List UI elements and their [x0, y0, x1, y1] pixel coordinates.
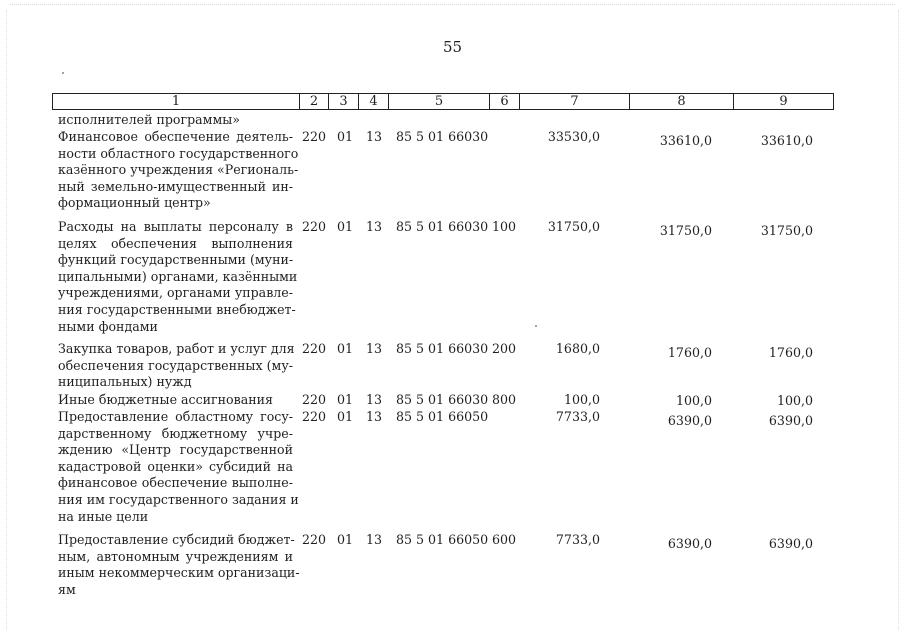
cell-col-5: 85 5 01 66050 — [396, 532, 489, 547]
row-description-line: целях обеспечения выполнения — [58, 235, 293, 251]
row-description-line: ния им государственного задания и — [58, 491, 299, 507]
cell-col-7: 7733,0 — [555, 409, 600, 424]
cell-col-3: 01 — [337, 341, 354, 356]
cell-col-6: 600 — [492, 532, 517, 547]
cell-col-5: 85 5 01 66030 — [396, 129, 489, 144]
cell-col-2: 220 — [302, 219, 327, 234]
scan-speck — [535, 325, 537, 327]
cell-col-2: 220 — [302, 409, 327, 424]
scan-speck — [62, 72, 64, 74]
cell-col-3: 01 — [337, 532, 354, 547]
cell-col-6: 200 — [492, 341, 517, 356]
cell-col-4: 13 — [366, 219, 383, 234]
row-description-line: формационный центр» — [58, 195, 211, 211]
header-col-4: 4 — [359, 94, 389, 109]
cell-col-7: 7733,0 — [555, 532, 600, 547]
cell-col-8: 6390,0 — [667, 413, 712, 428]
cell-col-9: 6390,0 — [768, 536, 813, 551]
row-description-line: учреждениями, органами управле- — [58, 285, 293, 301]
row-description-line: ния государственными внебюджет- — [58, 301, 296, 317]
header-col-2: 2 — [300, 94, 329, 109]
scan-edge-left — [6, 10, 7, 630]
cell-col-2: 220 — [302, 341, 327, 356]
row-description — [58, 532, 300, 598]
header-col-7: 7 — [520, 94, 630, 109]
row-description — [58, 341, 293, 391]
row-description-line: ными фондами — [58, 318, 158, 334]
cell-col-7: 100,0 — [563, 392, 600, 407]
cell-col-4: 13 — [366, 409, 383, 424]
cell-col-5: 85 5 01 66050 — [396, 409, 489, 424]
cell-col-8: 6390,0 — [667, 536, 712, 551]
row-description — [58, 129, 299, 212]
row-description-line: кадастровой оценки» субсидий на — [58, 458, 293, 474]
cell-col-9: 1760,0 — [768, 345, 813, 360]
row-description-line: дарственному бюджетному учре- — [58, 425, 293, 441]
cell-col-9: 33610,0 — [760, 133, 813, 148]
cell-col-8: 100,0 — [675, 393, 712, 408]
header-col-5: 5 — [389, 94, 490, 109]
cell-col-2: 220 — [302, 392, 327, 407]
cell-col-4: 13 — [366, 341, 383, 356]
row-description-line: Предоставление субсидий бюджет- — [58, 532, 295, 547]
cell-col-8: 33610,0 — [659, 133, 712, 148]
cell-col-9: 100,0 — [776, 393, 813, 408]
cell-col-3: 01 — [337, 129, 354, 144]
cell-col-4: 13 — [366, 532, 383, 547]
page-number: 55 — [442, 38, 463, 56]
cell-col-8: 31750,0 — [659, 223, 712, 238]
continuation-line: исполнителей программы» — [58, 112, 241, 127]
cell-col-9: 6390,0 — [768, 413, 813, 428]
header-col-6: 6 — [490, 94, 520, 109]
cell-col-7: 33530,0 — [547, 129, 600, 144]
row-description-line: ям — [58, 581, 76, 597]
row-description-line: Финансовое обеспечение деятель- — [58, 129, 293, 144]
row-description — [58, 219, 298, 335]
row-description-line: Предоставление областному госу- — [58, 409, 293, 424]
row-description-line: на иные цели — [58, 508, 149, 524]
row-description — [58, 392, 293, 409]
cell-col-3: 01 — [337, 219, 354, 234]
row-description-line: ждению «Центр государственной — [58, 442, 293, 458]
row-description-line: функций государственными (муни- — [58, 252, 294, 268]
cell-col-5: 85 5 01 66030 — [396, 341, 489, 356]
row-description-line: ниципальных) нужд — [58, 374, 192, 390]
cell-col-7: 1680,0 — [555, 341, 600, 356]
cell-col-2: 220 — [302, 532, 327, 547]
table-header-row — [52, 93, 834, 110]
cell-col-3: 01 — [337, 409, 354, 424]
cell-col-6: 800 — [492, 392, 517, 407]
cell-col-9: 31750,0 — [760, 223, 813, 238]
row-description-line: ный земельно-имущественный ин- — [58, 178, 293, 194]
row-description-line: Иные бюджетные ассигнования — [58, 392, 273, 407]
row-description-line: ципальными) органами, казёнными — [58, 268, 298, 284]
cell-col-3: 01 — [337, 392, 354, 407]
row-description-line: иным некоммерческим организаци- — [58, 565, 300, 581]
scan-edge-right — [898, 10, 899, 630]
continuation-text — [58, 112, 293, 129]
cell-col-4: 13 — [366, 392, 383, 407]
header-col-1: 1 — [53, 94, 300, 109]
cell-col-8: 1760,0 — [667, 345, 712, 360]
cell-col-2: 220 — [302, 129, 327, 144]
cell-col-7: 31750,0 — [547, 219, 600, 234]
header-col-8: 8 — [630, 94, 734, 109]
header-col-3: 3 — [329, 94, 359, 109]
row-description — [58, 409, 299, 525]
cell-col-5: 85 5 01 66030 — [396, 392, 489, 407]
cell-col-6: 100 — [492, 219, 517, 234]
row-description-line: финансовое обеспечение выполне- — [58, 475, 293, 491]
scan-edge-top — [10, 4, 895, 5]
row-description-line: ности областного государственного — [58, 145, 299, 161]
header-col-9: 9 — [779, 94, 788, 109]
cell-col-4: 13 — [366, 129, 383, 144]
row-description-line: Расходы на выплаты персоналу в — [58, 219, 293, 234]
row-description-line: обеспечения государственных (му- — [58, 357, 293, 373]
cell-col-5: 85 5 01 66030 — [396, 219, 489, 234]
row-description-line: Закупка товаров, работ и услуг для — [58, 341, 295, 356]
row-description-line: казённого учреждения «Региональ- — [58, 162, 299, 178]
row-description-line: ным, автономным учреждениям и — [58, 548, 293, 564]
